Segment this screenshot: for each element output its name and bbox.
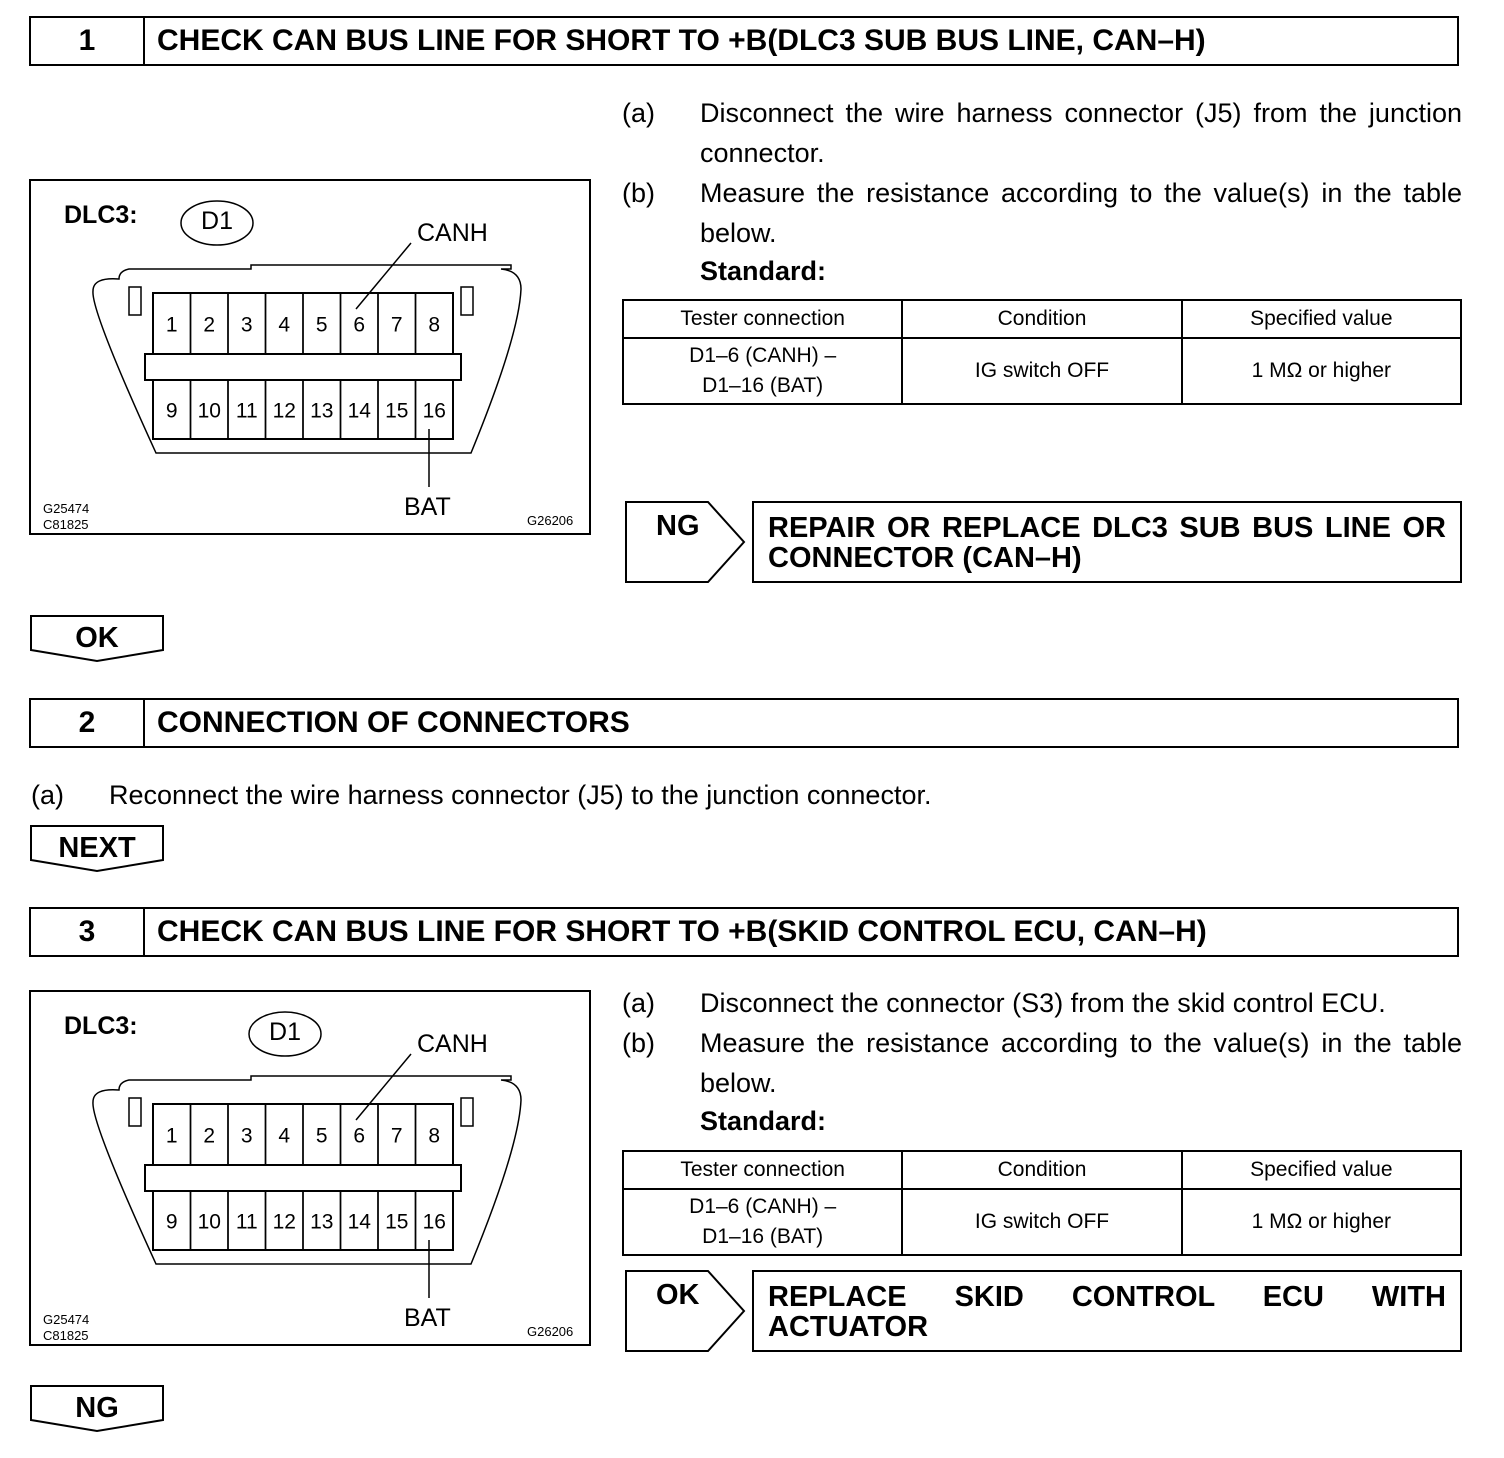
table-header: Condition [902,1151,1181,1189]
pin-number: 11 [235,399,258,423]
table-row [623,1189,1461,1255]
pin-number: 2 [203,313,216,337]
result-text: REPAIR OR REPLACE DLC3 SUB BUS LINE OR CONNECTOR (CAN–H) [752,501,1462,583]
table-cell [623,338,902,404]
ng-arrow [29,1384,167,1434]
result-text: REPLACE SKID CONTROL ECU WITH ACTUATOR [752,1270,1462,1352]
instruction-item [622,173,1462,253]
standard-label: Standard: [700,256,827,286]
pin-number: 9 [165,1210,178,1234]
pin-number: 6 [353,1124,366,1148]
pin-number: 6 [353,313,366,337]
bat-label: BAT [404,1304,451,1332]
table-header: Specified value [1182,300,1461,338]
pin-number: 7 [390,1124,403,1148]
instruction-item [31,775,1461,815]
result-label: NG [656,510,700,542]
pin-number: 15 [385,399,409,423]
figure-code: C81825 [43,1328,89,1343]
next-arrow [29,824,167,874]
pin-number: 5 [315,313,328,337]
pin-number: 7 [390,313,403,337]
table-cell: 1 MΩ or higher [1182,1189,1461,1255]
bat-label: BAT [404,493,451,521]
table-header: Specified value [1182,1151,1461,1189]
pin-number: 10 [197,399,221,423]
pin-number: 4 [278,1124,291,1148]
instruction-label: (a) [622,98,655,128]
pin-number: 8 [428,1124,441,1148]
table-header: Condition [902,300,1181,338]
instruction-text: Reconnect the wire harness connector (J5) to the junction connector. [109,780,932,810]
instruction-text: Measure the resistance according to the value(s) in the table below. [700,178,1462,248]
connector-id: D1 [269,1018,301,1046]
step-number: 3 [31,909,145,955]
pin-number: 3 [240,313,253,337]
step-number: 2 [31,700,145,746]
step-2-header [29,698,1459,748]
nav-label: NG [75,1392,119,1424]
nav-label: NEXT [58,832,136,864]
step-title: CHECK CAN BUS LINE FOR SHORT TO +B(DLC3 SUB BUS LINE, CAN–H) [157,24,1206,57]
instruction-label: (b) [622,1028,655,1058]
instruction-item [622,93,1462,173]
tester-connection-line: D1–6 (CANH) – [689,1195,837,1218]
pin-number: 3 [240,1124,253,1148]
nav-label: OK [75,622,119,654]
connector-label: DLC3: [64,1012,138,1040]
figure-code: G26206 [527,1324,574,1339]
instruction-item [622,1023,1462,1103]
connector-id: D1 [201,207,233,235]
spec-table [622,1150,1462,1256]
step-title: CHECK CAN BUS LINE FOR SHORT TO +B(SKID CONTROL ECU, CAN–H) [157,915,1207,948]
table-header: Tester connection [623,300,902,338]
pin-number: 16 [422,1210,446,1234]
result-label: OK [656,1279,700,1311]
dlc3-connector-diagram [31,181,593,537]
tester-connection-line: D1–6 (CANH) – [689,344,837,367]
pin-number: 14 [347,399,371,423]
pin-number: 12 [272,1210,296,1234]
instruction-text: Disconnect the wire harness connector (J5) from the junction connector. [700,98,1462,168]
pin-number: 8 [428,313,441,337]
dlc3-connector-figure [29,990,591,1346]
table-cell: IG switch OFF [902,1189,1181,1255]
ok-arrow [29,614,167,664]
step-title: CONNECTION OF CONNECTORS [157,706,630,739]
tester-connection-line: D1–16 (BAT) [702,374,824,397]
tester-connection-line: D1–16 (BAT) [702,1225,824,1248]
figure-code: G25474 [43,501,90,516]
pin-number: 11 [235,1210,258,1234]
figure-code: G25474 [43,1312,90,1327]
pin-number: 12 [272,399,296,423]
pin-number: 14 [347,1210,371,1234]
pin-number: 13 [310,399,334,423]
pin-number: 9 [165,399,178,423]
table-row [623,338,1461,404]
table-cell [623,1189,902,1255]
spec-table [622,299,1462,405]
step-3-header [29,907,1459,957]
instruction-text: Disconnect the connector (S3) from the skid control ECU. [700,988,1386,1018]
canh-label: CANH [417,219,488,247]
standard-label: Standard: [700,1106,827,1136]
pin-number: 1 [165,1124,178,1148]
table-cell: IG switch OFF [902,338,1181,404]
pin-number: 2 [203,1124,216,1148]
pin-number: 13 [310,1210,334,1234]
pin-number: 16 [422,399,446,423]
canh-label: CANH [417,1030,488,1058]
pin-number: 5 [315,1124,328,1148]
table-cell: 1 MΩ or higher [1182,338,1461,404]
instruction-item [622,983,1462,1023]
step-number: 1 [31,18,145,64]
instruction-label: (a) [622,988,655,1018]
connector-label: DLC3: [64,201,138,229]
table-header: Tester connection [623,1151,902,1189]
pin-number: 15 [385,1210,409,1234]
instruction-label: (b) [622,178,655,208]
dlc3-connector-figure [29,179,591,535]
figure-code: G26206 [527,513,574,528]
instruction-text: Measure the resistance according to the value(s) in the table below. [700,1028,1462,1098]
step-1-header [29,16,1459,66]
pin-number: 1 [165,313,178,337]
pin-number: 4 [278,313,291,337]
instruction-label: (a) [31,780,64,810]
figure-code: C81825 [43,517,89,532]
pin-number: 10 [197,1210,221,1234]
